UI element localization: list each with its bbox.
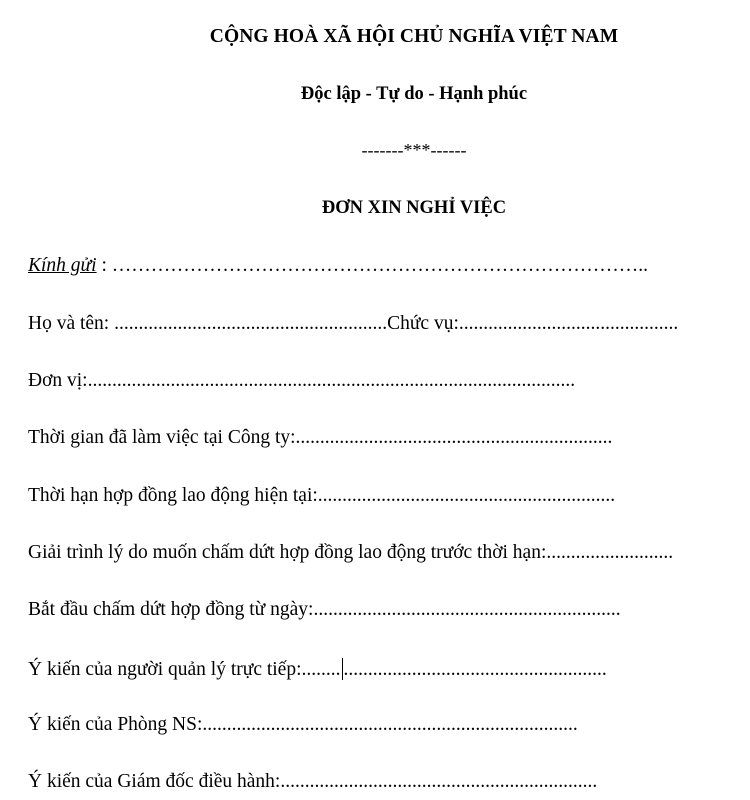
manager-opinion-dots-after: ......................................................	[343, 659, 607, 680]
addressee-line[interactable]	[28, 256, 648, 276]
start-date-line[interactable]	[28, 600, 621, 620]
contract-term-line[interactable]	[28, 486, 615, 506]
addressee-colon: :	[96, 255, 112, 276]
tenure-dots: .................................................................	[295, 427, 613, 448]
addressee-dots: ………………………………………………………………………..	[111, 255, 649, 276]
hr-opinion-dots: .............................................................................	[202, 714, 578, 735]
manager-opinion-label: Ý kiến của người quản lý trực tiếp:	[28, 659, 302, 680]
start-date-dots: ...............................................................	[313, 599, 621, 620]
director-opinion-line[interactable]	[28, 772, 597, 792]
document-title: ĐƠN XIN NGHỈ VIỆC	[321, 198, 507, 218]
addressee-label: Kính gửi	[28, 255, 97, 276]
tenure-line[interactable]	[28, 428, 612, 448]
manager-opinion-line[interactable]	[28, 658, 607, 680]
manager-opinion-dots-before: ........	[301, 659, 341, 680]
reason-label: Giải trình lý do muốn chấm dứt hợp đồng lao động trước thời hạn:	[28, 542, 547, 563]
header-separator: -------***------	[361, 140, 467, 160]
national-title: CỘNG HOÀ XÃ HỘI CHỦ NGHĨA VIỆT NAM	[209, 26, 619, 47]
national-motto: Độc lập - Tự do - Hạnh phúc	[300, 84, 528, 104]
director-opinion-dots: .................................................................	[280, 771, 598, 792]
name-line[interactable]	[28, 314, 678, 334]
contract-term-dots: .............................................................	[317, 485, 616, 506]
hr-opinion-label: Ý kiến của Phòng NS:	[28, 714, 203, 735]
contract-term-label: Thời hạn hợp đồng lao động hiện tại:	[28, 485, 318, 506]
start-date-label: Bắt đầu chấm dứt hợp đồng từ ngày:	[28, 599, 314, 620]
director-opinion-label: Ý kiến của Giám đốc điều hành:	[28, 771, 281, 792]
reason-line[interactable]	[28, 543, 673, 563]
name-label: Họ và tên:	[28, 313, 115, 334]
tenure-label: Thời gian đã làm việc tại Công ty:	[28, 427, 296, 448]
position-label: Chức vụ:	[387, 313, 459, 334]
name-dots: ........................................................	[114, 313, 388, 334]
hr-opinion-line[interactable]	[28, 715, 578, 735]
unit-dots: ....................................................................................................	[87, 370, 576, 391]
reason-dots: ..........................	[546, 542, 674, 563]
unit-line[interactable]	[28, 371, 575, 391]
text-cursor	[342, 658, 343, 680]
unit-label: Đơn vị:	[28, 370, 88, 391]
position-dots: .............................................	[458, 313, 679, 334]
